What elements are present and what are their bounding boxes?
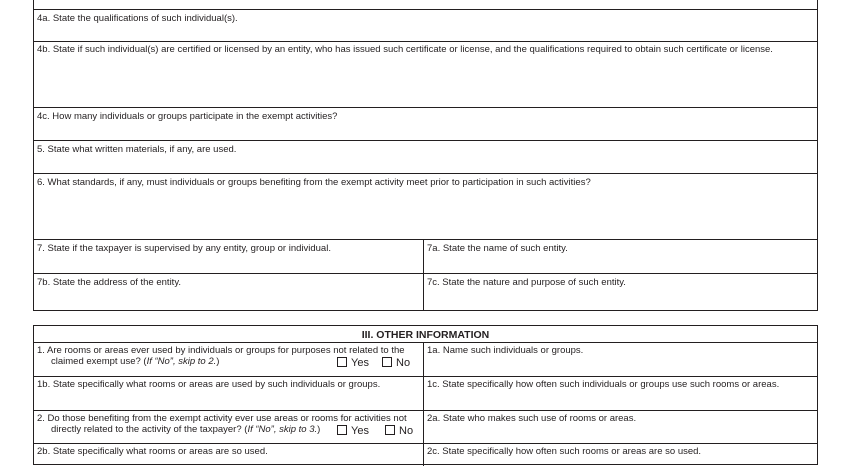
q4b-answer-field[interactable] bbox=[34, 56, 817, 107]
q4a-answer-field[interactable] bbox=[34, 25, 817, 41]
row-divider bbox=[34, 376, 817, 377]
q7-answer-field[interactable] bbox=[34, 255, 423, 273]
q2b-label: 2b. State specifically what rooms or areas are so used. bbox=[37, 446, 268, 457]
row-divider bbox=[34, 410, 817, 411]
q4c-answer-field[interactable] bbox=[34, 123, 817, 140]
row-divider bbox=[34, 273, 817, 274]
row-divider bbox=[34, 9, 817, 10]
q1b-label: 1b. State specifically what rooms or areas are used by such individuals or groups. bbox=[37, 379, 381, 390]
q7a-answer-field[interactable] bbox=[424, 255, 817, 273]
checkbox-icon[interactable] bbox=[337, 357, 347, 367]
q2a-label: 2a. State who makes such use of rooms or areas. bbox=[427, 413, 637, 424]
q1a-label: 1a. Name such individuals or groups. bbox=[427, 345, 584, 356]
q2c-answer-field[interactable] bbox=[424, 458, 817, 466]
q7c-label: 7c. State the nature and purpose of such entity. bbox=[427, 277, 626, 288]
q2-question-line2: directly related to the activity of the taxpayer? (If “No”, skip to 3.) bbox=[51, 424, 321, 435]
checkbox-icon[interactable] bbox=[385, 425, 395, 435]
q2b-answer-field[interactable] bbox=[34, 458, 423, 466]
row-divider bbox=[34, 41, 817, 42]
q1-yes-option[interactable]: Yes bbox=[337, 357, 369, 369]
row-divider bbox=[34, 239, 817, 240]
row-divider bbox=[34, 173, 817, 174]
q6-label: 6. What standards, if any, must individuals or groups benefiting from the exempt activity meet prior to participation in such activities? bbox=[37, 177, 591, 188]
q1-question-line2: claimed exempt use? (If “No”, skip to 2.) bbox=[51, 356, 220, 367]
q2c-label: 2c. State specifically how often such rooms or areas are so used. bbox=[427, 446, 702, 457]
q4a-label: 4a. State the qualifications of such individual(s). bbox=[37, 13, 238, 24]
q1-question-line1: 1. Are rooms or areas ever used by individuals or groups for purposes not related to the bbox=[37, 345, 405, 356]
row-divider bbox=[34, 140, 817, 141]
q7b-answer-field[interactable] bbox=[34, 289, 423, 310]
q1b-answer-field[interactable] bbox=[34, 391, 423, 410]
row-divider bbox=[34, 342, 817, 343]
q1-no-option[interactable]: No bbox=[382, 357, 410, 369]
checkbox-icon[interactable] bbox=[337, 425, 347, 435]
q4b-label: 4b. State if such individual(s) are certified or licensed by an entity, who has issued such certificate or license, and the qualifications required to obtain such certificate or license. bbox=[37, 44, 773, 55]
section-title: III. OTHER INFORMATION bbox=[361, 329, 490, 341]
q5-answer-field[interactable] bbox=[34, 156, 817, 173]
q6-answer-field[interactable] bbox=[34, 189, 817, 239]
form-block-other-information bbox=[33, 325, 818, 465]
q5-label: 5. State what written materials, if any, are used. bbox=[37, 144, 237, 155]
q2a-answer-field[interactable] bbox=[424, 425, 817, 443]
row-divider bbox=[34, 443, 817, 444]
q1a-answer-field[interactable] bbox=[424, 357, 817, 376]
q7c-answer-field[interactable] bbox=[424, 289, 817, 310]
q1c-answer-field[interactable] bbox=[424, 391, 817, 410]
q7-label: 7. State if the taxpayer is supervised by any entity, group or individual. bbox=[37, 243, 331, 254]
q4c-label: 4c. How many individuals or groups participate in the exempt activities? bbox=[37, 111, 338, 122]
row-divider bbox=[34, 107, 817, 108]
q7b-label: 7b. State the address of the entity. bbox=[37, 277, 181, 288]
q7a-label: 7a. State the name of such entity. bbox=[427, 243, 568, 254]
q2-yes-option[interactable]: Yes bbox=[337, 425, 369, 437]
q2-question-line1: 2. Do those benefiting from the exempt activity ever use areas or rooms for activities not bbox=[37, 413, 407, 424]
checkbox-icon[interactable] bbox=[382, 357, 392, 367]
form-block-upper bbox=[33, 0, 818, 311]
q2-no-option[interactable]: No bbox=[385, 425, 413, 437]
q1c-label: 1c. State specifically how often such individuals or groups use such rooms or areas. bbox=[427, 379, 780, 390]
